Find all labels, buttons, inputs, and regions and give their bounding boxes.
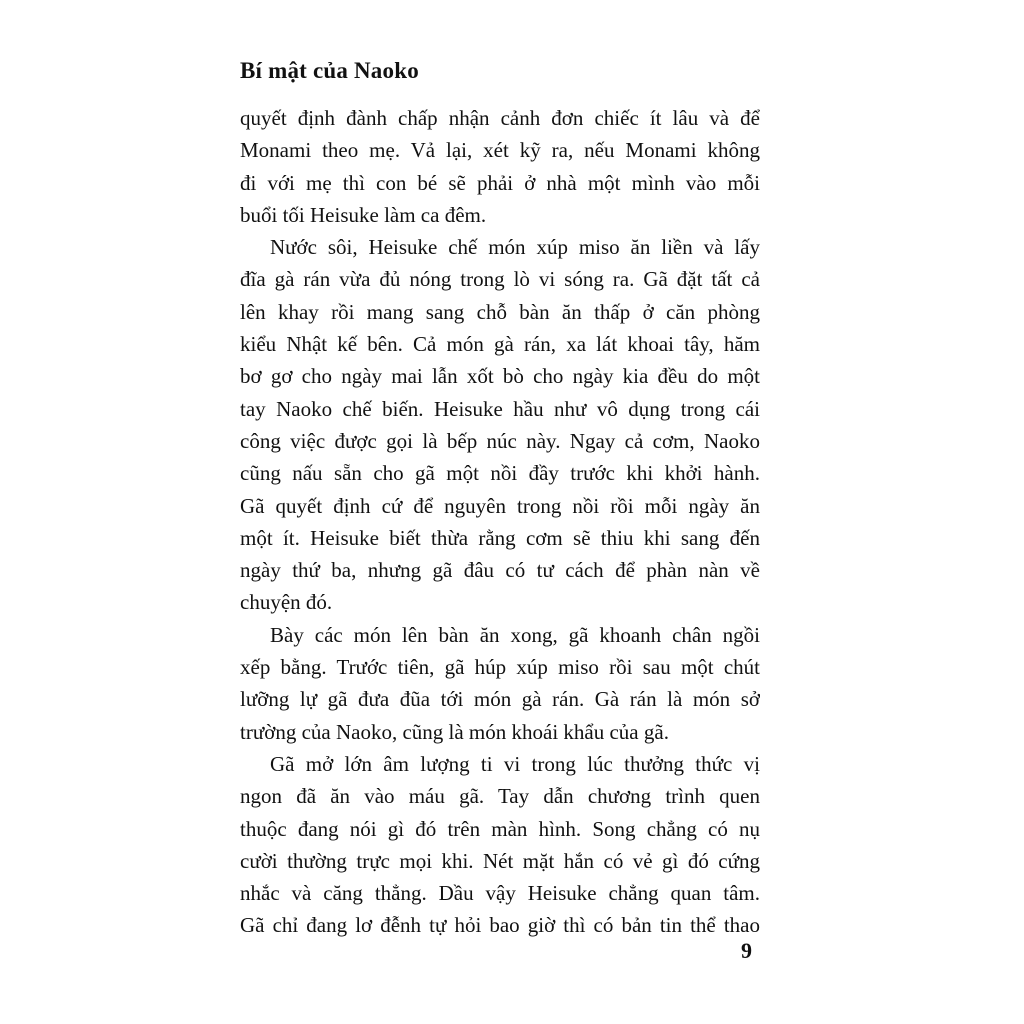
text-line: Monami theo mẹ. Vả lại, xét kỹ ra, nếu Monami không bbox=[240, 138, 760, 163]
body-text bbox=[240, 102, 760, 942]
text-line: lưỡng lự gã đưa đũa tới món gà rán. Gà rán là món sở bbox=[240, 687, 760, 712]
text-line: cười thường trực mọi khi. Nét mặt hắn có vẻ gì đó cứng bbox=[240, 848, 760, 873]
text-line: cũng nấu sẵn cho gã một nồi đầy trước khi khởi hành. bbox=[240, 461, 760, 486]
text-line: công việc được gọi là bếp núc này. Ngay cả cơm, Naoko bbox=[240, 428, 760, 453]
text-line: xếp bằng. Trước tiên, gã húp xúp miso rồi sau một chút bbox=[240, 655, 760, 680]
text-line: quyết định đành chấp nhận cảnh đơn chiếc ít lâu và để bbox=[240, 106, 760, 130]
text-line: ngày thứ ba, nhưng gã đâu có tư cách để phàn nàn về bbox=[240, 558, 760, 583]
text-line: Gã chỉ đang lơ đễnh tự hỏi bao giờ thì có bản tin thể thao bbox=[240, 913, 760, 938]
text-line: kiểu Nhật kế bên. Cả món gà rán, xa lát khoai tây, hăm bbox=[240, 332, 760, 357]
text-line: ngon đã ăn vào máu gã. Tay dẫn chương trình quen bbox=[240, 784, 760, 809]
text-line: nhắc và căng thẳng. Dầu vậy Heisuke chẳng quan tâm. bbox=[240, 881, 760, 906]
running-header-title: Bí mật của Naoko bbox=[240, 58, 419, 83]
text-line: tay Naoko chế biến. Heisuke hầu như vô dụng trong cái bbox=[240, 396, 760, 421]
text-line-paragraph-start: Bày các món lên bàn ăn xong, gã khoanh chân ngồi bbox=[270, 622, 760, 647]
text-line: Gã quyết định cứ để nguyên trong nồi rồi mỗi ngày ăn bbox=[240, 493, 760, 518]
text-line: một ít. Heisuke biết thừa rằng cơm sẽ thiu khi sang đến bbox=[240, 525, 760, 550]
text-line: đi với mẹ thì con bé sẽ phải ở nhà một mình vào mỗi bbox=[240, 170, 760, 195]
text-line: chuyện đó. bbox=[240, 590, 333, 615]
text-line: trường của Naoko, cũng là món khoái khẩu của gã. bbox=[240, 719, 669, 744]
text-line: lên khay rồi mang sang chỗ bàn ăn thấp ở căn phòng bbox=[240, 299, 760, 324]
text-line-paragraph-start: Gã mở lớn âm lượng ti vi trong lúc thưởng thức vị bbox=[270, 751, 760, 776]
text-line: đĩa gà rán vừa đủ nóng trong lò vi sóng ra. Gã đặt tất cả bbox=[240, 267, 760, 292]
text-line: thuộc đang nói gì đó trên màn hình. Song chẳng có nụ bbox=[240, 816, 760, 841]
text-line: buổi tối Heisuke làm ca đêm. bbox=[240, 202, 487, 227]
text-line: bơ gơ cho ngày mai lẫn xốt bò cho ngày kia đều do một bbox=[240, 364, 760, 389]
page-number: 9 bbox=[741, 938, 752, 963]
text-line-paragraph-start: Nước sôi, Heisuke chế món xúp miso ăn liền và lấy bbox=[270, 235, 760, 260]
